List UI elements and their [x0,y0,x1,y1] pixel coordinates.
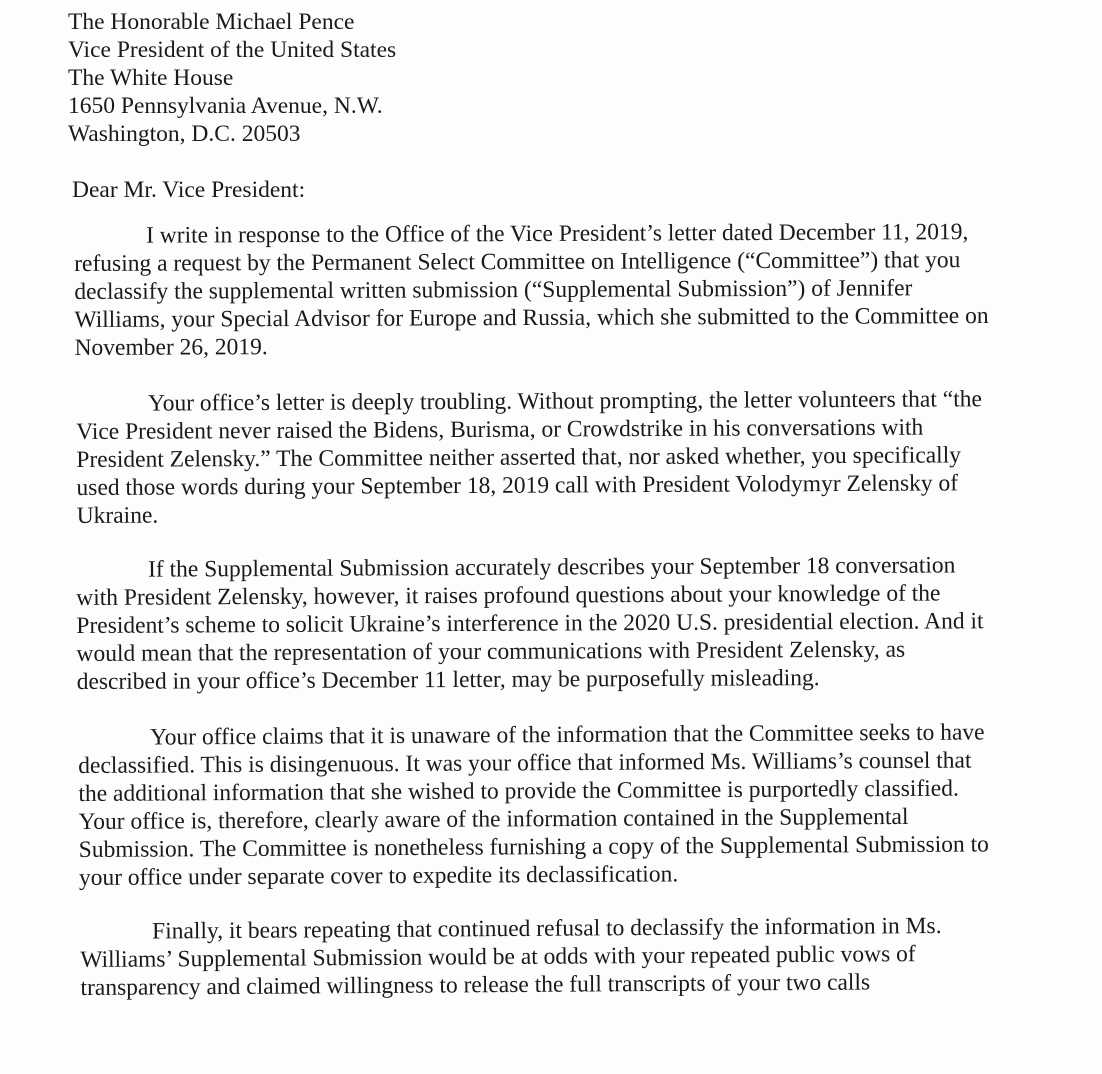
body-paragraph [78,718,1024,892]
paragraph-line: the additional information that she wished to provide the Committee is purportedly classified. [78,775,959,807]
paragraph-line: I write in response to the Office of the Vice President’s letter dated December 11, 2019, [146,219,969,249]
address-line: 1650 Pennsylvania Avenue, N.W. [68,93,383,119]
paragraph-line: If the Supplemental Submission accurately describes your September 18 conversation [148,552,956,583]
paragraph-line: Your office is, therefore, clearly aware of the information contained in the Supplemental [78,803,909,835]
recipient-address-block [68,8,968,148]
address-line: Vice President of the United States [68,37,397,63]
address-line: The Honorable Michael Pence [68,9,355,35]
paragraph-line: Submission. The Committee is nonetheless furnishing a copy of the Supplemental Submission to [78,831,989,863]
paragraph-line: refusing a request by the Permanent Select Committee on Intelligence (“Committee”) that you [74,247,961,277]
address-line: Washington, D.C. 20503 [68,121,301,147]
body-paragraph [76,385,1022,530]
paragraph-line: with President Zelensky, however, it raises profound questions about your knowledge of the [76,580,941,611]
paragraph-line: President’s scheme to solicit Ukraine’s interference in the 2020 U.S. presidential election. And it [76,608,984,639]
paragraph-line: November 26, 2019. [74,334,268,361]
paragraph-line: President Zelensky.” The Committee neither asserted that, nor asked whether, you specifically [76,442,962,473]
body-paragraph [76,551,1022,696]
paragraph-line: used those words during your September 18, 2019 call with President Volodymyr Zelensky of [76,470,959,501]
paragraph-line: Your office’s letter is deeply troubling. Without prompting, the letter volunteers that “the [148,386,982,417]
body-paragraph [80,911,1026,1002]
paragraph-line: Your office claims that it is unaware of the information that the Committee seeks to have [150,719,985,751]
paragraph-line: Vice President never raised the Bidens, Burisma, or Crowdstrike in his conversations with [76,414,924,445]
paragraph-line: declassified. This is disingenuous. It was your office that informed Ms. Williams’s counsel that [78,747,972,779]
address-line: The White House [68,65,234,91]
body-paragraph [74,218,1020,362]
paragraph-line: would mean that the representation of your communications with President Zelensky, as [76,636,906,667]
paragraph-line: Finally, it bears repeating that continued refusal to declassify the information in Ms. [152,912,942,945]
paragraph-line: transparency and claimed willingness to release the full transcripts of your two calls [80,969,871,1001]
paragraph-line: declassify the supplemental written submission (“Supplemental Submission”) of Jennifer [74,275,913,305]
paragraph-line: described in your office’s December 11 letter, may be purposefully misleading. [76,665,820,695]
paragraph-line: Williams, your Special Advisor for Europe and Russia, which she submitted to the Committee on [74,303,989,333]
paragraph-line: Williams’ Supplemental Submission would be at odds with your repeated public vows of [80,941,916,973]
paragraph-line: your office under separate cover to expedite its declassification. [78,861,679,891]
salutation: Dear Mr. Vice President: [72,177,306,203]
paragraph-line: Ukraine. [76,502,159,529]
